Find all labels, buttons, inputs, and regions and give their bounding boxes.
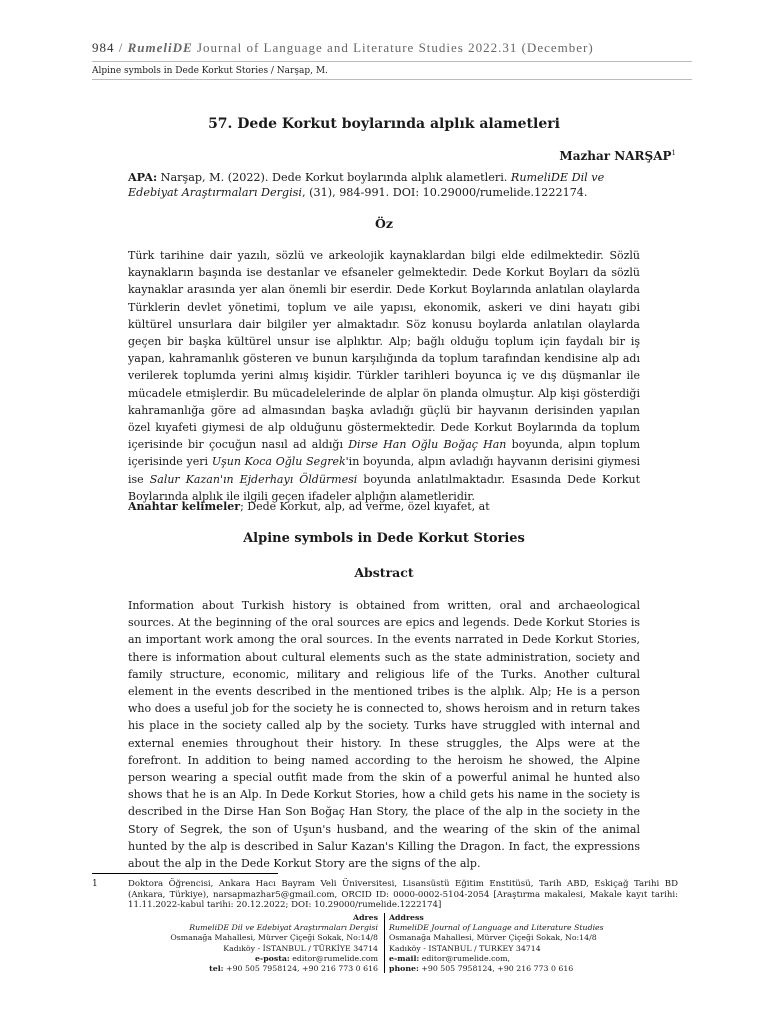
- oz-emphasis-2: Uşun Koca Oğlu Segrek: [211, 455, 346, 469]
- abstract-heading: Abstract: [354, 565, 414, 580]
- address-left-tel-value: +90 505 7958124, +90 216 773 0 616: [223, 964, 378, 974]
- apa-text-after: , (31), 984-991. DOI: 10.29000/rumelide.1222174.: [302, 186, 588, 199]
- address-left-line1: Osmanağa Mahallesi, Mürver Çiçeği Sokak, No:14/8: [170, 933, 378, 943]
- subheader-rule: [92, 79, 692, 80]
- keywords-label: Anahtar kelimeler: [128, 500, 241, 513]
- address-divider: [384, 913, 385, 973]
- author-text: Mazhar NARŞAP: [559, 149, 672, 163]
- running-header: [92, 40, 692, 56]
- author-footnote-mark: 1: [671, 149, 676, 157]
- article-title: 57. Dede Korkut boylarında alplık alametleri: [208, 116, 560, 132]
- address-left-email-label: e-posta:: [255, 953, 290, 963]
- address-right-email-label: e-mail:: [389, 953, 420, 963]
- keywords: [128, 500, 640, 513]
- header-rule: [92, 61, 692, 62]
- footnote-text: Doktora Öğrencisi, Ankara Hacı Bayram Veli Üniversitesi, Lisansüstü Eğitim Enstitüsü, Tarih ABD, Eskiçağ Tarihi BD (Ankara, Türkiye), narsapmazhar5@gmail.com, ORCID ID: 0000-0002-5104-2054 [Araştırma makalesi, Makale kayıt tarihi: 11.11.2022-kabul tarihi: 20.12.2022; DOI: 10.29000/rumelide.1222174]: [128, 879, 678, 910]
- address-left-line2: Kadıköy - İSTANBUL / TÜRKİYE 34714: [223, 943, 378, 953]
- address-right-line1: Osmanağa Mahallesi, Mürver Çiçeği Sokak, No:14/8: [389, 933, 597, 943]
- apa-journal: RumeliDE Dil ve Edebiyat Araştırmaları Dergisi: [128, 171, 605, 199]
- oz-text-4: boyunda anlatılmaktadır. Esasında Dede Korkut Boylarında alplık ile ilgili geçen ifadeler alplığın alametleridir.: [128, 472, 641, 503]
- address-right-line2: Kadıköy - ISTANBUL / TURKEY 34714: [389, 943, 541, 953]
- running-title: Alpine symbols in Dede Korkut Stories / Narşap, M.: [92, 66, 328, 76]
- oz-paragraph: [128, 247, 640, 505]
- keywords-text: ; Dede Korkut, alp, ad verme, özel kıyafet, at: [240, 500, 490, 513]
- address-left-email: [128, 954, 378, 964]
- apa-label: APA:: [128, 170, 158, 184]
- journal-brand: RumeliDE: [127, 40, 193, 55]
- address-left: [128, 913, 378, 974]
- address-left-journal: RumeliDE Dil ve Edebiyat Araştırmaları Dergisi: [189, 923, 378, 933]
- apa-citation: [128, 170, 640, 200]
- abstract-paragraph: Information about Turkish history is obtained from written, oral and archaeological sources. At the beginning of the oral sources are epics and legends. Dede Korkut Stories is an important work among the oral sources. In the events narrated in Dede Korkut Stories, there is information about cultural elements such as the state administration, society and family structure, economic, military and religious life of the Turks. Another cultural element in the events described in the mentioned tribes is the alplık. Alp; He is a person who does a useful job for the society he is connected to, shows heroism and in return takes his place in the society called alp by the society. Turks have struggled with internal and external enemies throughout their history. In these struggles, the Alps were at the forefront. In addition to being named according to the heroism he showed, the Alpine person wearing a special outfit made from the skin of a powerful animal he hunted also shows that he is an Alp. In Dede Korkut Stories, how a child gets his name in the society is described in the Dirse Han Son Boğaç Han Story, the place of the alp in the society in the Story of Segrek, the son of Uşun's husband, and the wearing of the skin of the animal hunted by the alp is described in Salur Kazan's Killing the Dragon. In fact, the expressions about the alp in the Dede Korkut Story are the signs of the alp.: [128, 599, 640, 871]
- footnote-number: 1: [92, 879, 98, 889]
- apa-text-before: Narşap, M. (2022). Dede Korkut boylarında alplık alametleri.: [160, 171, 508, 184]
- oz-text-1: Türk tarihine dair yazılı, sözlü ve arkeolojik kaynaklardan bilgi elde edilmektedir. Sözlü kaynakların başında ise destanlar ve efsaneler gelmektedir. Dede Korkut Boyları da sözlü kaynaklar arasında yer alan önemli bir eserdir. Dede Korkut Boylarında anlatılan olaylarda Türklerin devlet yönetimi, toplum ve aile yapısı, ekonomik, askeri ve dini hayatı gibi kültürel unsurlara dair bilgiler yer almaktadır. Söz konusu boylarda anlatılan olaylarda geçen bir başka kültürel unsur ise alplıktır. Alp; bağlı olduğu toplum için faydalı bir iş yapan, kahramanlık gösteren ve bunun karşılığında da toplum tarafından kendisine alp adı verilerek toplumda yerini almış kişidir. Türkler tarihleri boyunca iç ve dış düşmanlar ile mücadele etmişlerdir. Bu mücadelelerinde de alplar ön planda olmuştur. Alp kişi gösterdiği kahramanlığa göre ad almasından başka avladığı güçlü bir hayvanın derisinden yapılan özel kıyafeti giymesi de alp olduğunu göstermektedir. Dede Korkut Boylarında da toplum içerisinde bir çocuğun nasıl ad aldığı: [128, 249, 640, 452]
- oz-emphasis-1: Dirse Han Oğlu Boğaç Han: [348, 438, 507, 452]
- page-number: 984: [92, 40, 115, 55]
- address-right-heading: Address: [389, 913, 424, 922]
- address-left-heading: Adres: [353, 913, 378, 922]
- address-right-tel-value: +90 505 7958124, +90 216 773 0 616: [418, 964, 574, 974]
- oz-emphasis-3: Salur Kazan'ın Ejderhayı Öldürmesi: [149, 472, 358, 486]
- footnote-rule: [92, 873, 278, 874]
- journal-name: Journal of Language and Literature Studies 2022.31 (December): [196, 40, 594, 55]
- oz-text-2: boyunda, alpın toplum içerisinde yeri: [128, 438, 640, 469]
- oz-heading: Öz: [375, 216, 393, 231]
- address-left-tel-label: tel:: [209, 964, 224, 974]
- address-right: [389, 913, 679, 974]
- address-right-tel-label: phone:: [389, 964, 419, 974]
- address-right-tel: [389, 964, 679, 974]
- address-left-tel: [128, 964, 378, 974]
- address-right-email: [389, 954, 679, 964]
- address-left-email-value: editor@rumelide.com: [289, 953, 378, 963]
- oz-text-3: 'in boyunda, alpın avladığı hayvanın derisini giymesi ise: [128, 455, 641, 486]
- address-right-email-value: editor@rumelide.com,: [419, 953, 511, 963]
- address-right-journal: RumeliDE Journal of Language and Literature Studies: [389, 923, 604, 933]
- english-title: Alpine symbols in Dede Korkut Stories: [243, 531, 525, 546]
- header-separator: /: [118, 40, 124, 55]
- author-name: [559, 149, 676, 163]
